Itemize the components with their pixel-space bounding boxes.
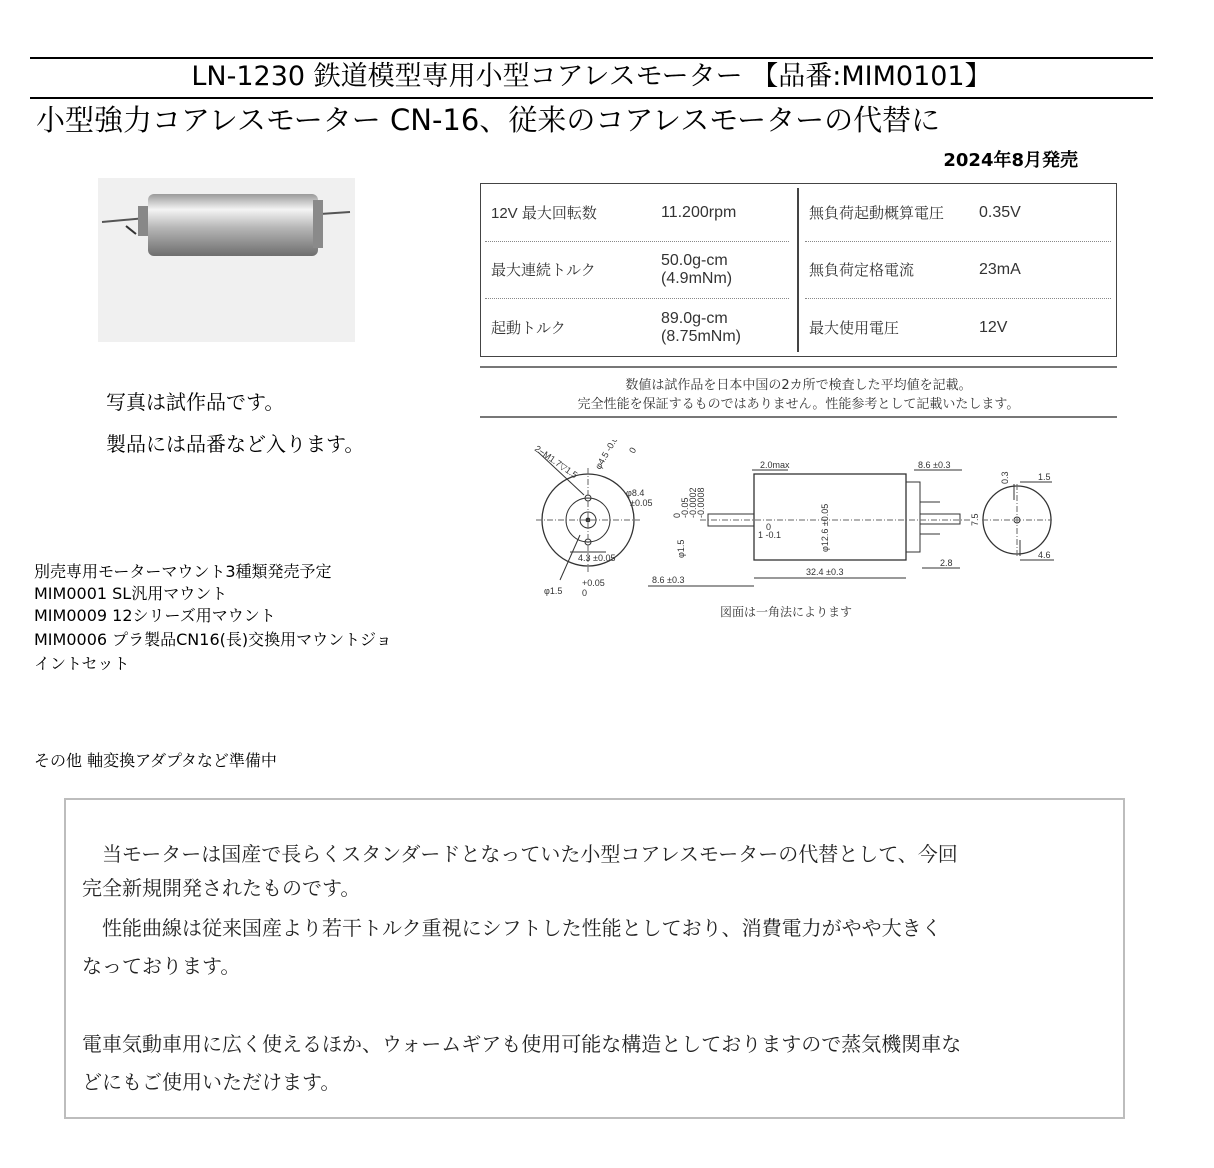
spec-value-start-torque-mnm: (8.75mNm) (661, 328, 742, 345)
description-line: 完全新規開発されたものです。 (82, 876, 361, 900)
dim-term-h: 7.5 (970, 513, 980, 526)
dim-shaft-tol-top: 0 (766, 522, 772, 532)
dim-boss-tol: ±0.05 (630, 498, 653, 508)
dim-front-len: 8.6 ±0.3 (652, 575, 685, 585)
dim-shaft-len: 2.0max (760, 460, 790, 470)
dim-boss: φ8.4 (626, 488, 645, 498)
page-title: LN-1230 鉄道模型専用小型コアレスモーター 【品番:MIM0101】 (191, 61, 992, 92)
description-line: なっております。 (82, 954, 241, 978)
description-line: 電車気動車用に広く使えるほか、ウォームギアも使用可能な構造としておりますので蒸気機関車な (82, 1032, 962, 1056)
spec-table-divider (797, 188, 799, 352)
dim-body-len: 32.4 ±0.3 (806, 567, 844, 577)
top-rule (30, 57, 1153, 59)
description-box (64, 798, 1125, 1119)
spec-value-noload-current: 23mA (979, 261, 1021, 278)
spec-value-start-voltage: 0.35V (979, 204, 1021, 221)
dim-hole-d: φ1.5 (544, 586, 563, 596)
description-line: 性能曲線は従来国産より若干トルク重視にシフトした性能としており、消費電力がやや大きく (82, 916, 942, 940)
spec-value-cont-torque: 50.0g-cm (661, 252, 728, 269)
spec-note-line1: 数値は試作品を日本中国の2カ所で検査した平均値を記載。 (625, 378, 972, 393)
dim-end-c: 4.6 (1038, 550, 1051, 560)
mount-item-mim0006-cont: イントセット (34, 654, 130, 673)
description-line: 当モーターは国産で長らくスタンダードとなっていた小型コアレスモーターの代替として、今回 (82, 842, 958, 866)
dim-tol-b: -0.05 (680, 497, 690, 518)
dim-tol-d: -0.0008 (696, 487, 706, 518)
dim-end-a: 0.3 (1000, 471, 1010, 484)
mount-item-mim0001: MIM0001 SL汎用マウント (34, 584, 228, 603)
mount-item-mim0006: MIM0006 プラ製品CN16(長)交換用マウントジョ (34, 630, 392, 649)
spec-label-start-voltage: 無負荷起動概算電圧 (809, 205, 945, 222)
dim-end-b: 1.5 (1038, 472, 1051, 482)
dim-hole-pitch: 4.3 ±0.05 (578, 553, 616, 563)
dim-body-d: φ12.6 ±0.05 (820, 503, 830, 552)
spec-label-max-voltage: 最大使用電圧 (809, 320, 900, 337)
spec-label-noload-current: 無負荷定格電流 (809, 262, 915, 279)
spec-note-line2: 完全性能を保証するものではありません。性能参考として記載いたします。 (577, 397, 1020, 412)
spec-value-start-torque: 89.0g-cm (661, 310, 728, 327)
dim-screw: 2−M1.7▽1.5 (532, 443, 580, 481)
other-note: その他 軸変換アダプタなど準備中 (34, 751, 277, 770)
spec-value-max-rpm: 11.200rpm (661, 204, 737, 221)
dim-tol-c: -0.0002 (688, 487, 698, 518)
dim-end-d: 2.8 (940, 558, 953, 568)
page-subtitle: 小型強力コアレスモーター CN-16、従来のコアレスモーターの代替に (36, 103, 941, 137)
dim-shaft-tol: 1 -0.1 (758, 530, 782, 540)
description-line: どにもご使用いただけます。 (82, 1070, 341, 1094)
dimension-drawing (530, 440, 1070, 620)
dim-term-w: 8.6 ±0.3 (918, 460, 951, 470)
dim-pcd-top: 0 (627, 445, 639, 455)
title-underline (30, 97, 1153, 99)
motor-photo (98, 178, 355, 342)
spec-label-start-torque: 起動トルク (491, 320, 566, 337)
spec-value-max-voltage: 12V (979, 319, 1008, 336)
dim-pcd: φ4.5 -0.05 (593, 440, 623, 471)
spec-label-max-rpm: 12V 最大回転数 (491, 205, 597, 222)
spec-label-cont-torque: 最大連続トルク (491, 262, 596, 279)
mount-heading: 別売専用モーターマウント3種類発売予定 (34, 562, 332, 581)
dim-hole-tol: +0.05 (582, 578, 605, 588)
photo-note-prototype: 写真は試作品です。 (106, 390, 285, 414)
drawing-caption: 図面は一角法によります (720, 605, 853, 619)
spec-note (480, 366, 1117, 418)
release-date: 2024年8月発売 (943, 150, 1078, 171)
dim-shaft-d: φ1.5 (676, 539, 686, 558)
mount-item-mim0009: MIM0009 12シリーズ用マウント (34, 606, 276, 625)
spec-value-cont-torque-mnm: (4.9mNm) (661, 270, 733, 287)
dim-hole-tol-b: 0 (582, 588, 588, 598)
spec-table (480, 183, 1117, 357)
dim-tol-a: 0 (672, 512, 682, 518)
photo-note-marking: 製品には品番など入ります。 (106, 432, 365, 456)
